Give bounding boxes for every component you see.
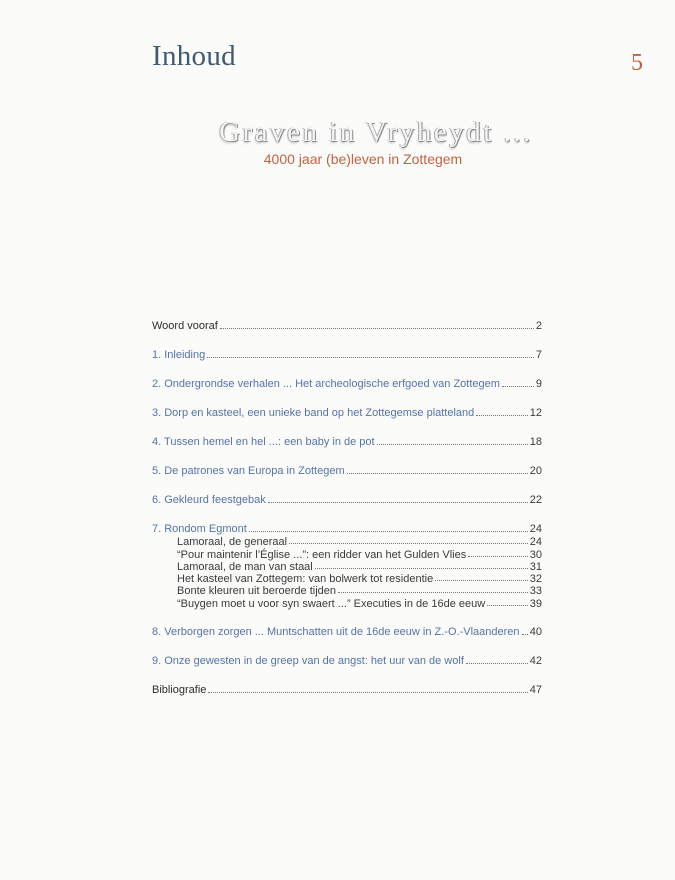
- dot-leader: [377, 443, 528, 445]
- page-heading: Inhoud: [152, 40, 236, 72]
- toc-subentry-label: “Buygen moet u voor syn swaert ...” Executies in de 16de eeuw: [177, 597, 486, 610]
- dot-leader: [487, 604, 528, 606]
- toc-entry-page: 20: [529, 465, 542, 477]
- toc-entry-page: 42: [529, 654, 542, 667]
- toc-entry-inleiding[interactable]: [152, 347, 542, 362]
- dot-leader: [338, 591, 528, 593]
- toc-entry-patrones-van-europa[interactable]: [152, 463, 542, 478]
- toc-entry-label: 3. Dorp en kasteel, een unieke band op het Zottegemse platteland: [152, 407, 475, 419]
- dot-leader: [347, 472, 528, 474]
- toc-entry-page: 22: [529, 494, 542, 506]
- toc-subentry-pour-maintenir[interactable]: [152, 548, 542, 560]
- toc-subentry-label: Bonte kleuren uit beroerde tijden: [177, 585, 336, 598]
- dot-leader: [315, 567, 528, 569]
- toc-entry-woord-vooraf[interactable]: [152, 318, 542, 333]
- toc-entry-label: 1. Inleiding: [152, 349, 206, 361]
- toc-entry-label: 6. Gekleurd feestgebak: [152, 494, 266, 506]
- toc-entry-page: 24: [529, 523, 542, 535]
- toc-entry-label: Woord vooraf: [152, 320, 218, 332]
- page-number: 5: [631, 50, 643, 76]
- toc-entry-rondom-egmont[interactable]: [152, 521, 542, 536]
- toc-subentry-label: “Pour maintenir l’Église ...”: een ridder van het Gulden Vlies: [177, 548, 467, 561]
- dot-leader: [249, 530, 528, 532]
- toc-subentry-page: 31: [529, 560, 542, 573]
- toc-subentry-page: 33: [529, 585, 542, 598]
- dot-leader: [468, 555, 528, 557]
- toc-subentry-bonte-kleuren[interactable]: [152, 585, 542, 597]
- toc-entry-page: 12: [529, 407, 542, 419]
- toc-subentry-page: 30: [529, 548, 542, 561]
- toc-entry-label: 8. Verborgen zorgen ... Muntschatten uit de 16de eeuw in Z.-O.-Vlaanderen: [152, 625, 520, 638]
- toc-subentry-label: Lamoraal, de man van staal: [177, 560, 313, 573]
- toc-subentry-label: Lamoraal, de generaal: [177, 536, 288, 549]
- dot-leader: [435, 579, 528, 581]
- toc-entry-page: 18: [529, 436, 542, 448]
- toc-entry-label: 5. De patrones van Europa in Zottegem: [152, 465, 345, 477]
- toc-entry-ondergrondse-verhalen[interactable]: [152, 376, 542, 391]
- toc-entry-dorp-en-kasteel[interactable]: [152, 405, 542, 420]
- dot-leader: [466, 662, 528, 664]
- toc-entry-gekleurd-feestgebak[interactable]: [152, 492, 542, 507]
- toc-subentry-page: 39: [529, 597, 542, 610]
- toc-entry-label: Bibliografie: [152, 683, 207, 696]
- table-of-contents: [152, 318, 542, 697]
- toc-subentry-buygen-moet-u[interactable]: [152, 597, 542, 609]
- toc-subentry-label: Het kasteel van Zottegem: van bolwerk tot residentie: [177, 573, 434, 586]
- dot-leader: [268, 501, 528, 503]
- toc-entry-page: 47: [529, 683, 542, 696]
- toc-subentry-lamoraal-generaal[interactable]: [152, 536, 542, 548]
- dot-leader: [207, 356, 534, 358]
- dot-leader: [502, 385, 534, 387]
- toc-subentry-page: 32: [529, 573, 542, 586]
- toc-subentry-page: 24: [529, 536, 542, 549]
- book-subtitle: 4000 jaar (be)leven in Zottegem: [263, 151, 463, 167]
- toc-entry-bibliografie[interactable]: [152, 682, 542, 697]
- dot-leader: [476, 414, 527, 416]
- dot-leader: [522, 633, 528, 635]
- toc-entry-label: 9. Onze gewesten in de greep van de angst: het uur van de wolf: [152, 654, 464, 667]
- toc-entry-page: 2: [535, 320, 542, 332]
- dot-leader: [289, 542, 528, 544]
- toc-entry-tussen-hemel-en-hel[interactable]: [152, 434, 542, 449]
- dot-leader: [220, 327, 534, 329]
- toc-entry-label: 7. Rondom Egmont: [152, 523, 247, 535]
- dot-leader: [208, 691, 527, 693]
- toc-entry-page: 7: [535, 349, 542, 361]
- toc-subentry-man-van-staal[interactable]: [152, 561, 542, 573]
- book-title: Graven in Vryheydt ...: [219, 116, 533, 148]
- toc-subentry-kasteel-van-zottegem[interactable]: [152, 573, 542, 585]
- toc-entry-page: 40: [529, 625, 542, 638]
- toc-entry-verborgen-zorgen[interactable]: [152, 624, 542, 639]
- toc-entry-label: 4. Tussen hemel en hel ...: een baby in de pot: [152, 436, 375, 448]
- toc-entry-page: 9: [535, 378, 542, 390]
- toc-entry-label: 2. Ondergrondse verhalen ... Het archeologische erfgoed van Zottegem: [152, 378, 500, 390]
- toc-entry-onze-gewesten[interactable]: [152, 653, 542, 668]
